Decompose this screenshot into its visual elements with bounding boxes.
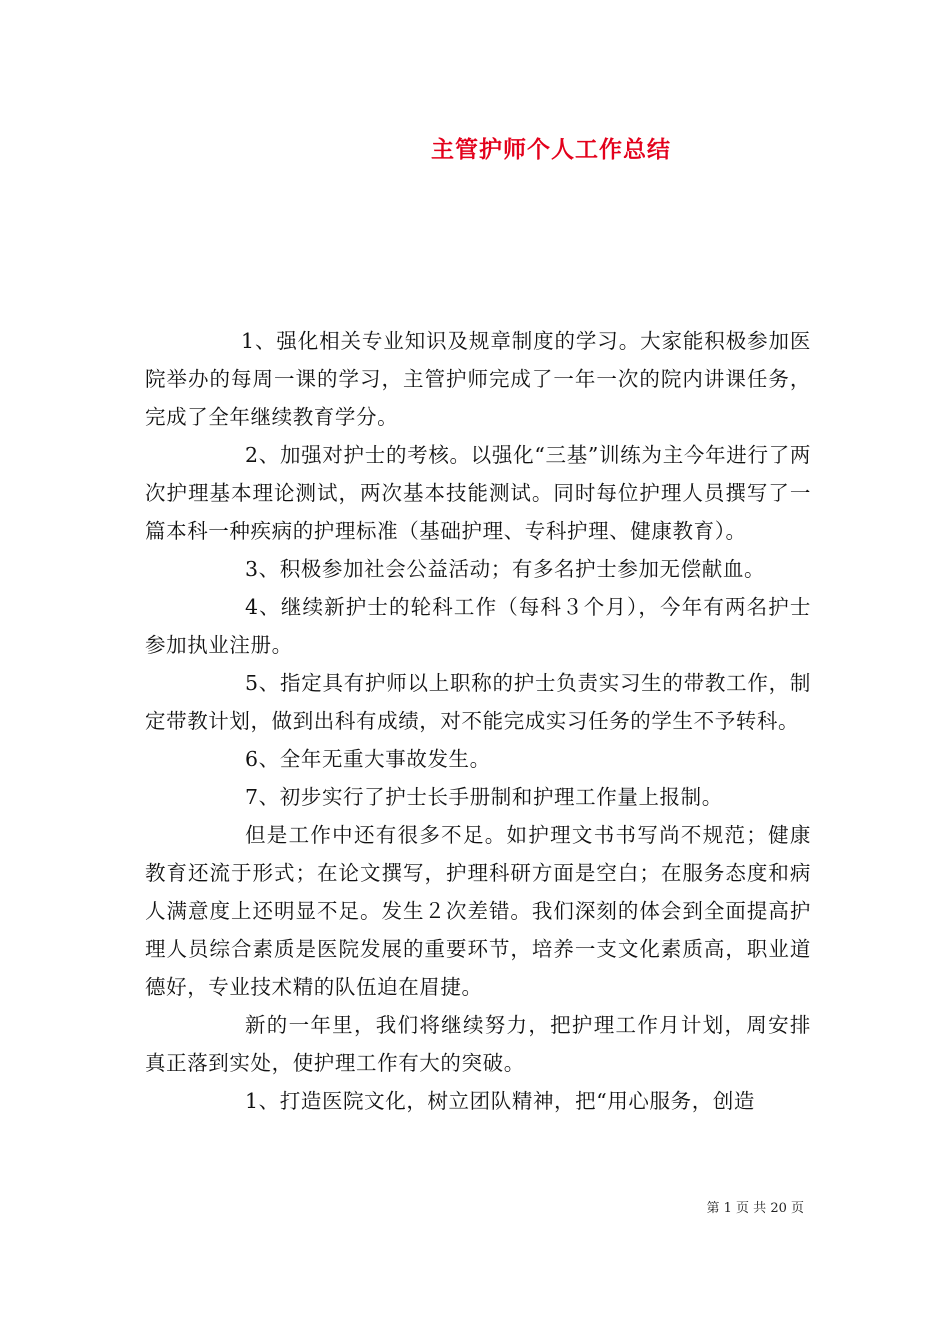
- paragraph-10: 1、打造医院文化，树立团队精神，把“用心服务，创造: [245, 1089, 756, 1113]
- document-body: [145, 322, 811, 1120]
- paragraph-1: 1、强化相关专业知识及规章制度的学习。大家能积极参加医院举办的每周一课的学习，主管护师完成了一年一次的院内讲课任务，完成了全年继续教育学分。: [145, 329, 811, 429]
- document-title: 主管护师个人工作总结: [431, 137, 671, 163]
- paragraph-9: 新的一年里，我们将继续努力，把护理工作月计划，周安排真正落到实处，使护理工作有大的突破。: [145, 1013, 811, 1075]
- paragraph-8: 但是工作中还有很多不足。如护理文书书写尚不规范；健康教育还流于形式；在论文撰写，护理科研方面是空白；在服务态度和病人满意度上还明显不足。发生２次差错。我们深刻的体会到全面提高护理人员综合素质是医院发展的重要环节，培养一支文化素质高，职业道德好，专业技术精的队伍迫在眉捷。: [145, 823, 811, 999]
- paragraph-7: 7、初步实行了护士长手册制和护理工作量上报制。: [245, 785, 723, 809]
- paragraph-5: 5、指定具有护师以上职称的护士负责实习生的带教工作，制定带教计划，做到出科有成绩，对不能完成实习任务的学生不予转科。: [145, 671, 811, 733]
- paragraph-2: 2、加强对护士的考核。以强化“三基”训练为主今年进行了两次护理基本理论测试，两次基本技能测试。同时每位护理人员撰写了一篇本科一种疾病的护理标准（基础护理、专科护理、健康教育）。: [145, 443, 811, 543]
- page-number: 第 1 页 共 20 页: [706, 1201, 804, 1216]
- paragraph-3: 3、积极参加社会公益活动；有多名护士参加无偿献血。: [245, 557, 766, 581]
- paragraph-4: 4、继续新护士的轮科工作（每科３个月），今年有两名护士参加执业注册。: [145, 595, 811, 657]
- paragraph-6: 6、全年无重大事故发生。: [245, 747, 491, 771]
